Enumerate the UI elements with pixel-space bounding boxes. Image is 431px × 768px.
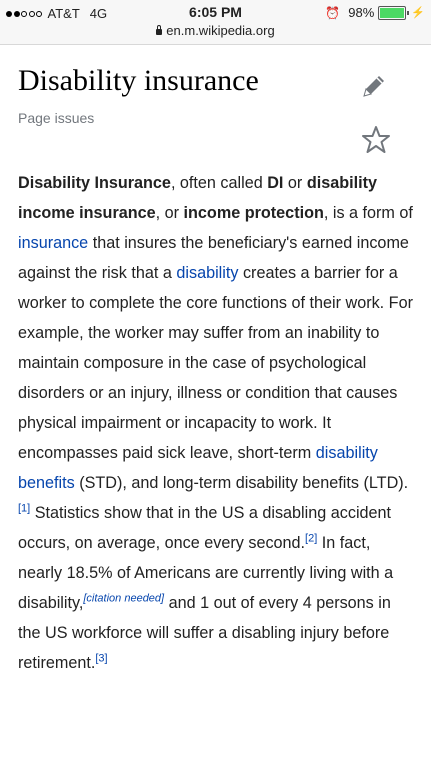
link-insurance[interactable]: insurance (18, 234, 89, 252)
address-bar[interactable] (0, 23, 431, 38)
citation-3 (95, 653, 107, 665)
citation-needed-link[interactable]: [citation needed] (83, 592, 165, 605)
citation-2 (305, 533, 317, 545)
battery-info (325, 5, 425, 20)
carrier-name: AT&T (47, 6, 80, 21)
battery-cap (407, 11, 409, 15)
alarm-clock-icon: ⏰ (325, 5, 341, 20)
text: In fact, nearly 18.5% of Americans are currently living with a disability, (18, 534, 394, 612)
bold-term: income protection (183, 204, 324, 222)
page-title: Disability insurance (18, 64, 259, 97)
network-type: 4G (89, 6, 108, 21)
citation-1-link[interactable]: [1] (18, 502, 31, 515)
citation-needed (83, 593, 164, 605)
text: and 1 out of every 4 persons in the US workforce will suffer a disabling injury before retirement. (18, 594, 391, 672)
citation-1 (18, 503, 30, 515)
battery-percent: 98% (348, 5, 375, 20)
battery-icon (378, 6, 406, 20)
battery-fill (380, 8, 404, 18)
text: , often called (170, 174, 268, 192)
clock: 6:05 PM (189, 4, 242, 20)
text: that insures the beneficiary's earned income against the risk that a (18, 234, 409, 282)
bold-term: disability income insurance (18, 174, 377, 222)
bold-term: DI (267, 174, 284, 192)
url-text: en.m.wikipedia.org (166, 23, 275, 38)
link-disability[interactable]: disability (176, 264, 239, 282)
link-disability-benefits[interactable]: disability benefits (18, 444, 378, 492)
text: , or (155, 204, 184, 222)
bold-term: Disability Insurance (18, 174, 171, 192)
text: , is a form of (323, 204, 413, 222)
status-bar (0, 0, 431, 45)
text: (STD), and long-term disability benefits (LTD). (74, 474, 409, 492)
citation-2-link[interactable]: [2] (305, 532, 318, 545)
lock-icon (156, 29, 162, 35)
text: Statistics show that in the US a disabling accident occurs, on average, once every second. (18, 504, 392, 552)
text: creates a barrier for a worker to complete the core functions of their work. For example, the worker may suffer from an inability to maintain composure in the case of psychological disorders or an injury, illness or condition that causes physical impairment or incapacity to work. It encompasses paid sick leave, short-term (18, 264, 413, 462)
text: or (283, 174, 307, 192)
charging-bolt-icon: ⚡ (411, 7, 425, 19)
article-body (18, 168, 414, 678)
lead-paragraph (18, 168, 414, 678)
citation-3-link[interactable]: [3] (95, 652, 108, 665)
page-issues-link[interactable]: Page issues (18, 110, 95, 126)
star-icon[interactable] (360, 124, 392, 156)
pencil-edit-icon[interactable] (358, 70, 390, 102)
